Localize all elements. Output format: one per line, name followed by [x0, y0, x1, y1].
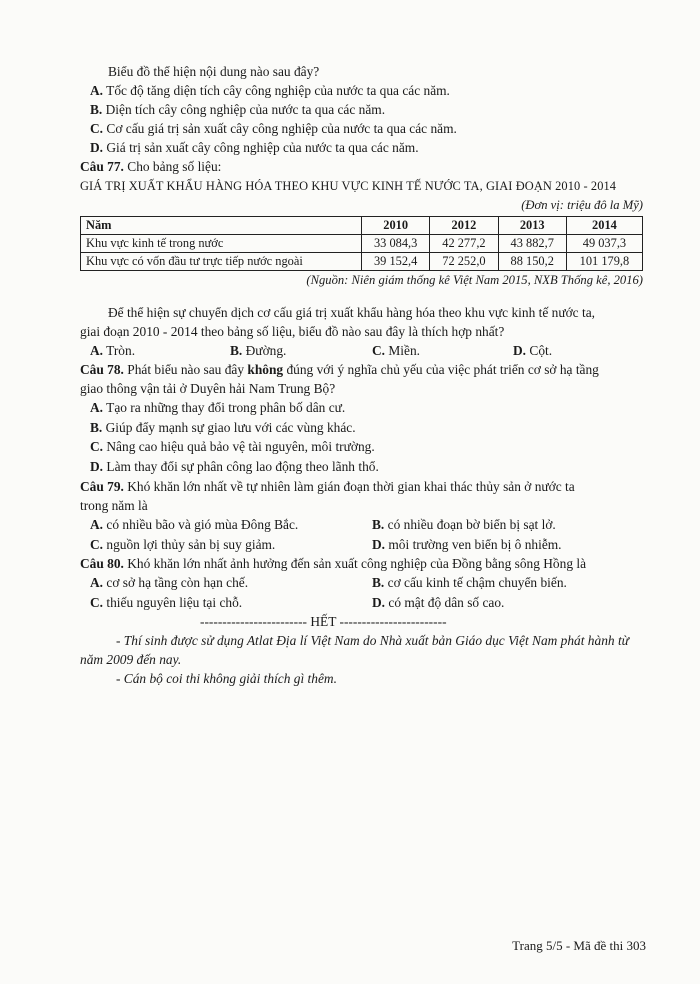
q78-option-d: D. Làm thay đổi sự phân công lao động theo lãnh thổ.: [90, 459, 379, 474]
table-header-cell: 2014: [566, 217, 642, 235]
table-cell: Khu vực kinh tế trong nước: [81, 235, 362, 253]
note-atlat-line1: - Thí sinh được sử dụng Atlat Địa lí Việt Nam do Nhà xuất bản Giáo dục Việt Nam phát hành từ: [116, 633, 629, 648]
q77-option-b: B. Đường.: [230, 343, 287, 358]
q76-option-a: A. Tốc độ tăng diện tích cây công nghiệp của nước ta qua các năm.: [90, 83, 450, 98]
q79-option-a: A. có nhiều bão và gió mùa Đông Bắc.: [90, 517, 299, 532]
q79-option-d: D. môi trường ven biển bị ô nhiễm.: [372, 537, 562, 552]
q80-option-b: B. cơ cấu kinh tế chậm chuyển biến.: [372, 575, 567, 590]
table-cell: Khu vực có vốn đầu tư trực tiếp nước ngoài: [81, 253, 362, 271]
q77-table-source: (Nguồn: Niên giám thống kê Việt Nam 2015, NXB Thống kê, 2016): [306, 273, 643, 287]
table-cell: 43 882,7: [498, 235, 566, 253]
table-row: [81, 253, 643, 271]
q77-question-line1: Để thể hiện sự chuyển dịch cơ cấu giá trị xuất khẩu hàng hóa theo khu vực kinh tế nước ta,: [108, 305, 595, 320]
q77-table-unit: (Đơn vị: triệu đô la Mỹ): [521, 198, 643, 212]
table-cell: 49 037,3: [566, 235, 642, 253]
q77-option-d: D. Cột.: [513, 343, 553, 358]
q78-option-b: B. Giúp đẩy mạnh sự giao lưu với các vùng khác.: [90, 420, 356, 435]
table-header-cell: 2012: [430, 217, 498, 235]
q77-heading: Câu 77. Cho bảng số liệu:: [80, 159, 222, 174]
q79-question-line1: Câu 79. Khó khăn lớn nhất về tự nhiên làm gián đoạn thời gian khai thác thủy sản ở nước ta: [80, 479, 575, 494]
table-cell: 33 084,3: [362, 235, 430, 253]
q76-option-b: B. Diện tích cây công nghiệp của nước ta qua các năm.: [90, 102, 386, 117]
q76-stem: Biểu đồ thể hiện nội dung nào sau đây?: [108, 64, 320, 79]
q77-question-line2: giai đoạn 2010 - 2014 theo bảng số liệu, biểu đồ nào sau đây là thích hợp nhất?: [80, 324, 505, 339]
note-atlat-line2: năm 2009 đến nay.: [80, 652, 182, 667]
q80-option-d: D. có mật độ dân số cao.: [372, 595, 505, 610]
note-proctor: - Cán bộ coi thi không giải thích gì thêm.: [116, 671, 337, 686]
end-marker: ------------------------ HẾT ------------------------: [200, 614, 447, 629]
q77-option-a: A. Tròn.: [90, 343, 136, 358]
q76-option-c: C. Cơ cấu giá trị sản xuất cây công nghiệp của nước ta qua các năm.: [90, 121, 457, 136]
q78-question-line1: Câu 78. Phát biểu nào sau đây không đúng với ý nghĩa chủ yếu của việc phát triển cơ sở hạ tầng: [80, 362, 599, 377]
table-cell: 42 277,2: [430, 235, 498, 253]
export-value-table: [80, 216, 643, 271]
q80-question: Câu 80. Khó khăn lớn nhất ảnh hưởng đến sản xuất công nghiệp của Đồng bằng sông Hồng là: [80, 556, 587, 571]
q80-option-a: A. cơ sở hạ tầng còn hạn chế.: [90, 575, 249, 590]
q79-option-b: B. có nhiều đoạn bờ biển bị sạt lở.: [372, 517, 556, 532]
table-cell: 88 150,2: [498, 253, 566, 271]
q78-option-a: A. Tạo ra những thay đổi trong phân bố dân cư.: [90, 400, 346, 415]
table-header-cell: Năm: [81, 217, 362, 235]
page-footer: Trang 5/5 - Mã đề thi 303: [512, 938, 646, 953]
table-header-cell: 2010: [362, 217, 430, 235]
table-row: [81, 235, 643, 253]
table-header-cell: 2013: [498, 217, 566, 235]
q79-question-line2: trong năm là: [80, 498, 148, 513]
q78-option-c: C. Nâng cao hiệu quả bảo vệ tài nguyên, môi trường.: [90, 439, 375, 454]
table-cell: 39 152,4: [362, 253, 430, 271]
q78-question-line2: giao thông vận tải ở Duyên hải Nam Trung Bộ?: [80, 381, 336, 396]
q77-table-title: GIÁ TRỊ XUẤT KHẨU HÀNG HÓA THEO KHU VỰC KINH TẾ NƯỚC TA, GIAI ĐOẠN 2010 - 2014: [80, 179, 617, 193]
q77-option-c: C. Miền.: [372, 343, 421, 358]
table-cell: 72 252,0: [430, 253, 498, 271]
q80-option-c: C. thiếu nguyên liệu tại chỗ.: [90, 595, 243, 610]
q76-option-d: D. Giá trị sản xuất cây công nghiệp của nước ta qua các năm.: [90, 140, 419, 155]
table-cell: 101 179,8: [566, 253, 642, 271]
table-header-row: [81, 217, 643, 235]
q79-option-c: C. nguồn lợi thủy sản bị suy giảm.: [90, 537, 276, 552]
